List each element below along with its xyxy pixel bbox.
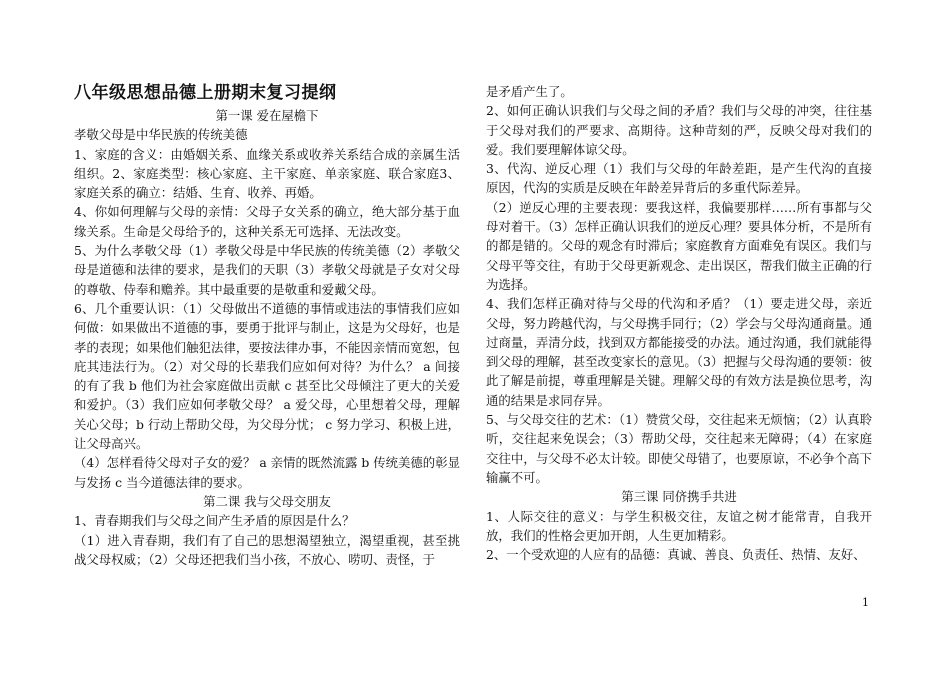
paragraph: 4、我们怎样正确对待与父母的代沟和矛盾？（1）要走进父母，亲近父母，努力跨越代沟，与父母携手同行；（2）学会与父母沟通商量。通过商量，弄清分歧，找到双方都能接受的办法。通过沟通，我们就能得到父母的理解，甚至改变家长的意见。（3）把握与父母沟通的要领：彼此了解是前提，尊重理解是关键。理解父母的有效方法是换位思考，沟通的结果是求同存异。 (486, 296, 872, 408)
left-column (74, 82, 460, 569)
paragraph: 1、家庭的含义：由婚姻关系、血缘关系或收养关系结合成的亲属生活组织。2、家庭类型：核心家庭、主干家庭、单亲家庭、联合家庭3、家庭关系的确立：结婚、生育、收养、再婚。 (74, 146, 460, 201)
paragraph: 5、为什么孝敬父母（1）孝敬父母是中华民族的传统美德（2）孝敬父母是道德和法律的要求，是我们的天职（3）孝敬父母就是子女对父母的尊敬、侍奉和赡养。其中最重要的是敬重和爱戴父母。 (74, 243, 460, 297)
page-number: 1 (862, 596, 869, 609)
paragraph: 1、人际交往的意义：与学生积极交往，友谊之树才能常青，自我开放，我们的性格会更加开朗，人生更加精彩。 (486, 508, 872, 543)
paragraph: 4、你如何理解与父母的亲情：父母子女关系的确立，绝大部分基于血缘关系。生命是父母给予的，这种关系无可选择、无法改变。 (74, 204, 460, 239)
paragraph: 孝敬父母是中华民族的传统美德 (74, 127, 248, 143)
lesson-3-heading: 第三课 同侪携手共进 (621, 489, 737, 505)
document-title: 八年级思想品德上册期末复习提纲 (74, 83, 337, 103)
paragraph: 1、青春期我们与父母之间产生矛盾的原因是什么？ (74, 513, 355, 529)
paragraph: 2、一个受欢迎的人应有的品德：真诚、善良、负责任、热情、友好、 (486, 547, 866, 563)
paragraph: （2）逆反心理的主要表现：要我这样，我偏要那样……所有事都与父母对着干。（3）怎样正确认识我们的逆反心理？要具体分析，不是所有的都是错的。父母的观念有时滞后；家庭教育方面难免有误区。我们与父母平等交往，有助于父母更新观念、走出误区，帮我们做主正确的行为选择。 (486, 199, 872, 292)
paragraph: 3、代沟、逆反心理（1）我们与父母的年龄差距，是产生代沟的直接原因，代沟的实质是反映在年龄差异背后的多重代际差异。 (486, 161, 872, 196)
right-column (486, 82, 872, 564)
paragraph: 5、与父母交往的艺术：（1）赞赏父母，交往起来无烦恼；（2）认真聆听，交往起来免误会；（3）帮助父母，交往起来无障碍；（4）在家庭交往中，与父母不必太计较。即使父母错了，也要原谅，不必争个高下输赢不可。 (486, 412, 872, 485)
paragraph: 2、如何正确认识我们与父母之间的矛盾？我们与父母的冲突，往往基于父母对我们的严要求、高期待。这种苛刻的严，反映父母对我们的爱。我们要理解体谅父母。 (486, 103, 872, 157)
paragraph: 6、几个重要认识：（1）父母做出不道德的事情或违法的事情我们应如何做：如果做出不道德的事，要勇于批评与制止，这是为父母好，也是孝的表现；如果他们触犯法律，要按法律办事，不能因亲情而宽恕，包庇其违法行为。（2）对父母的长辈我们应如何对待？为什么？ a 间接的有了我 b 他们为社会家庭做出贡献 c 甚至比父母倾注了更大的关爱和爱护。（3）我们应如何孝敬父母？ a 爱父母，心里想着父母，理解关心父母；b 行动上帮助父母，为父母分忧； c 努力学习、积极上进，让父母高兴。 (74, 300, 461, 452)
lesson-1-heading: 第一课 爱在屋檐下 (215, 108, 319, 123)
paragraph: 是矛盾产生了。 (486, 84, 573, 99)
paragraph: （1）进入青春期，我们有了自己的思想渴望独立，渴望重视，甚至挑战父母权威；（2）父母还把我们当小孩，不放心、唠叨、责怪，于 (74, 532, 460, 567)
paragraph: （4）怎样看待父母对子女的爱？ a 亲情的既然流露 b 传统美德的彰显与发扬 c 当今道德法律的要求。 (74, 455, 460, 490)
lesson-2-heading: 第二课 我与父母交朋友 (203, 493, 331, 509)
